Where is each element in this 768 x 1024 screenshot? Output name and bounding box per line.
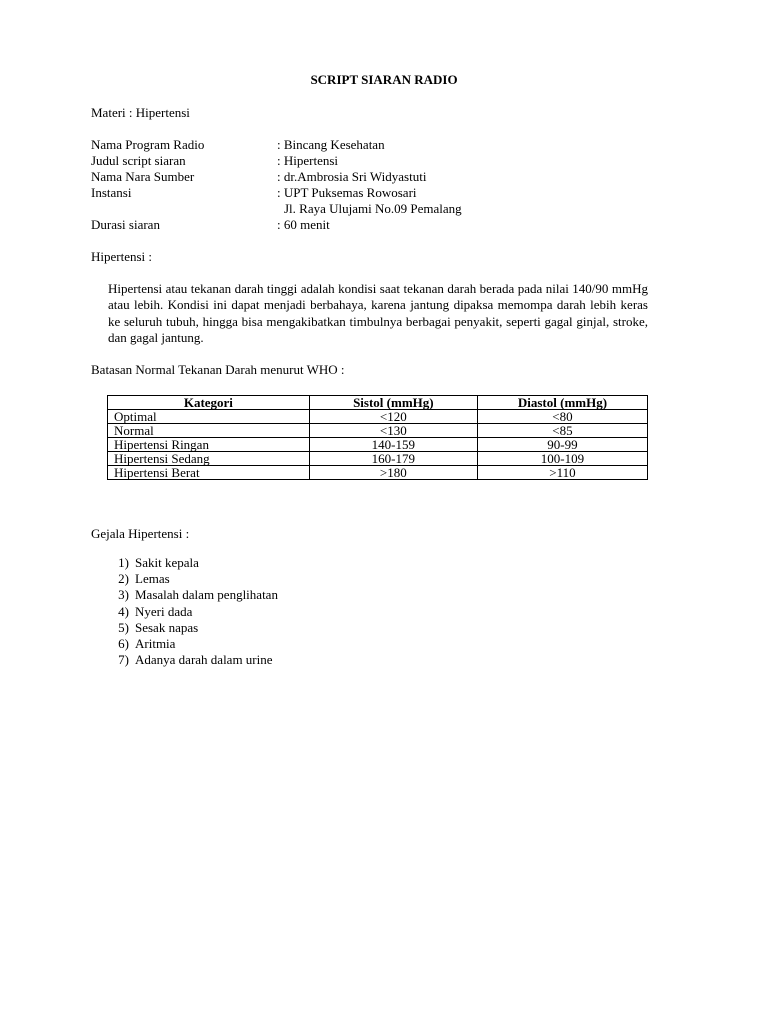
table-cell: 100-109 <box>477 452 647 466</box>
info-label: Durasi siaran <box>91 217 160 232</box>
blood-pressure-table <box>107 395 648 480</box>
info-label: Instansi <box>91 185 132 200</box>
list-item-number: 3) <box>118 587 129 603</box>
gejala-heading: Gejala Hipertensi : <box>91 526 190 541</box>
hipertensi-paragraph: Hipertensi atau tekanan darah tinggi adalah kondisi saat tekanan darah berada pada nilai 140/90 mmHg atau lebih. Kondisi ini dapat menjadi berbahaya, karena jantung dipaksa memompa darah lebih keras ke seluruh tubuh, hingga bisa mengakibatkan timbulnya berbagai penyakit, seperti gagal ginjal, stroke, dan gagal jantung. <box>108 281 648 345</box>
info-value: : Hipertensi <box>277 153 339 168</box>
table-header-cell: Sistol (mmHg) <box>309 396 477 410</box>
list-item-number: 4) <box>118 603 129 619</box>
table-header-cell: Kategori <box>108 396 310 410</box>
table-cell: <130 <box>309 424 477 438</box>
table-cell: >110 <box>477 466 647 480</box>
table-row <box>108 410 648 424</box>
table-cell: <80 <box>477 410 647 424</box>
table-header-cell: Diastol (mmHg) <box>477 396 647 410</box>
list-item-text: Lemas <box>135 571 170 587</box>
list-item-number: 6) <box>118 635 129 651</box>
info-value: : UPT Puksemas Rowosari <box>277 185 417 200</box>
table-row <box>108 452 648 466</box>
document-title: SCRIPT SIARAN RADIO <box>310 72 458 87</box>
table-cell: <120 <box>309 410 477 424</box>
list-item-number: 7) <box>118 652 129 668</box>
materi-line: Materi : Hipertensi <box>91 105 190 120</box>
table-cell: Hipertensi Ringan <box>108 438 310 452</box>
list-item-text: Sesak napas <box>135 619 199 635</box>
info-label: Nama Program Radio <box>91 137 205 152</box>
table-row <box>108 424 648 438</box>
info-value: Jl. Raya Ulujami No.09 Pemalang <box>284 201 462 216</box>
info-value: : 60 menit <box>277 217 330 232</box>
list-item-number: 5) <box>118 619 129 635</box>
table-cell: Hipertensi Berat <box>108 466 310 480</box>
table-row <box>108 466 648 480</box>
info-label: Judul script siaran <box>91 153 186 168</box>
list-item-number: 2) <box>118 571 129 587</box>
table-cell: Normal <box>108 424 310 438</box>
table-cell: Optimal <box>108 410 310 424</box>
section-heading-hipertensi: Hipertensi : <box>91 249 153 264</box>
table-cell: <85 <box>477 424 647 438</box>
table-cell: 160-179 <box>309 452 477 466</box>
table-cell: 140-159 <box>309 438 477 452</box>
list-item-text: Aritmia <box>135 635 176 651</box>
table-cell: 90-99 <box>477 438 647 452</box>
info-value: : dr.Ambrosia Sri Widyastuti <box>277 169 427 184</box>
list-item-text: Masalah dalam penglihatan <box>135 587 278 603</box>
list-item-text: Nyeri dada <box>135 603 193 619</box>
info-label: Nama Nara Sumber <box>91 169 195 184</box>
list-item-text: Sakit kepala <box>135 555 199 570</box>
table-cell: Hipertensi Sedang <box>108 452 310 466</box>
batasan-heading: Batasan Normal Tekanan Darah menurut WHO : <box>91 362 345 377</box>
info-value: : Bincang Kesehatan <box>277 137 385 152</box>
table-cell: >180 <box>309 466 477 480</box>
list-item-number: 1) <box>118 555 129 570</box>
table-header-row <box>108 396 648 410</box>
table-row <box>108 438 648 452</box>
list-item-text: Adanya darah dalam urine <box>135 652 273 668</box>
